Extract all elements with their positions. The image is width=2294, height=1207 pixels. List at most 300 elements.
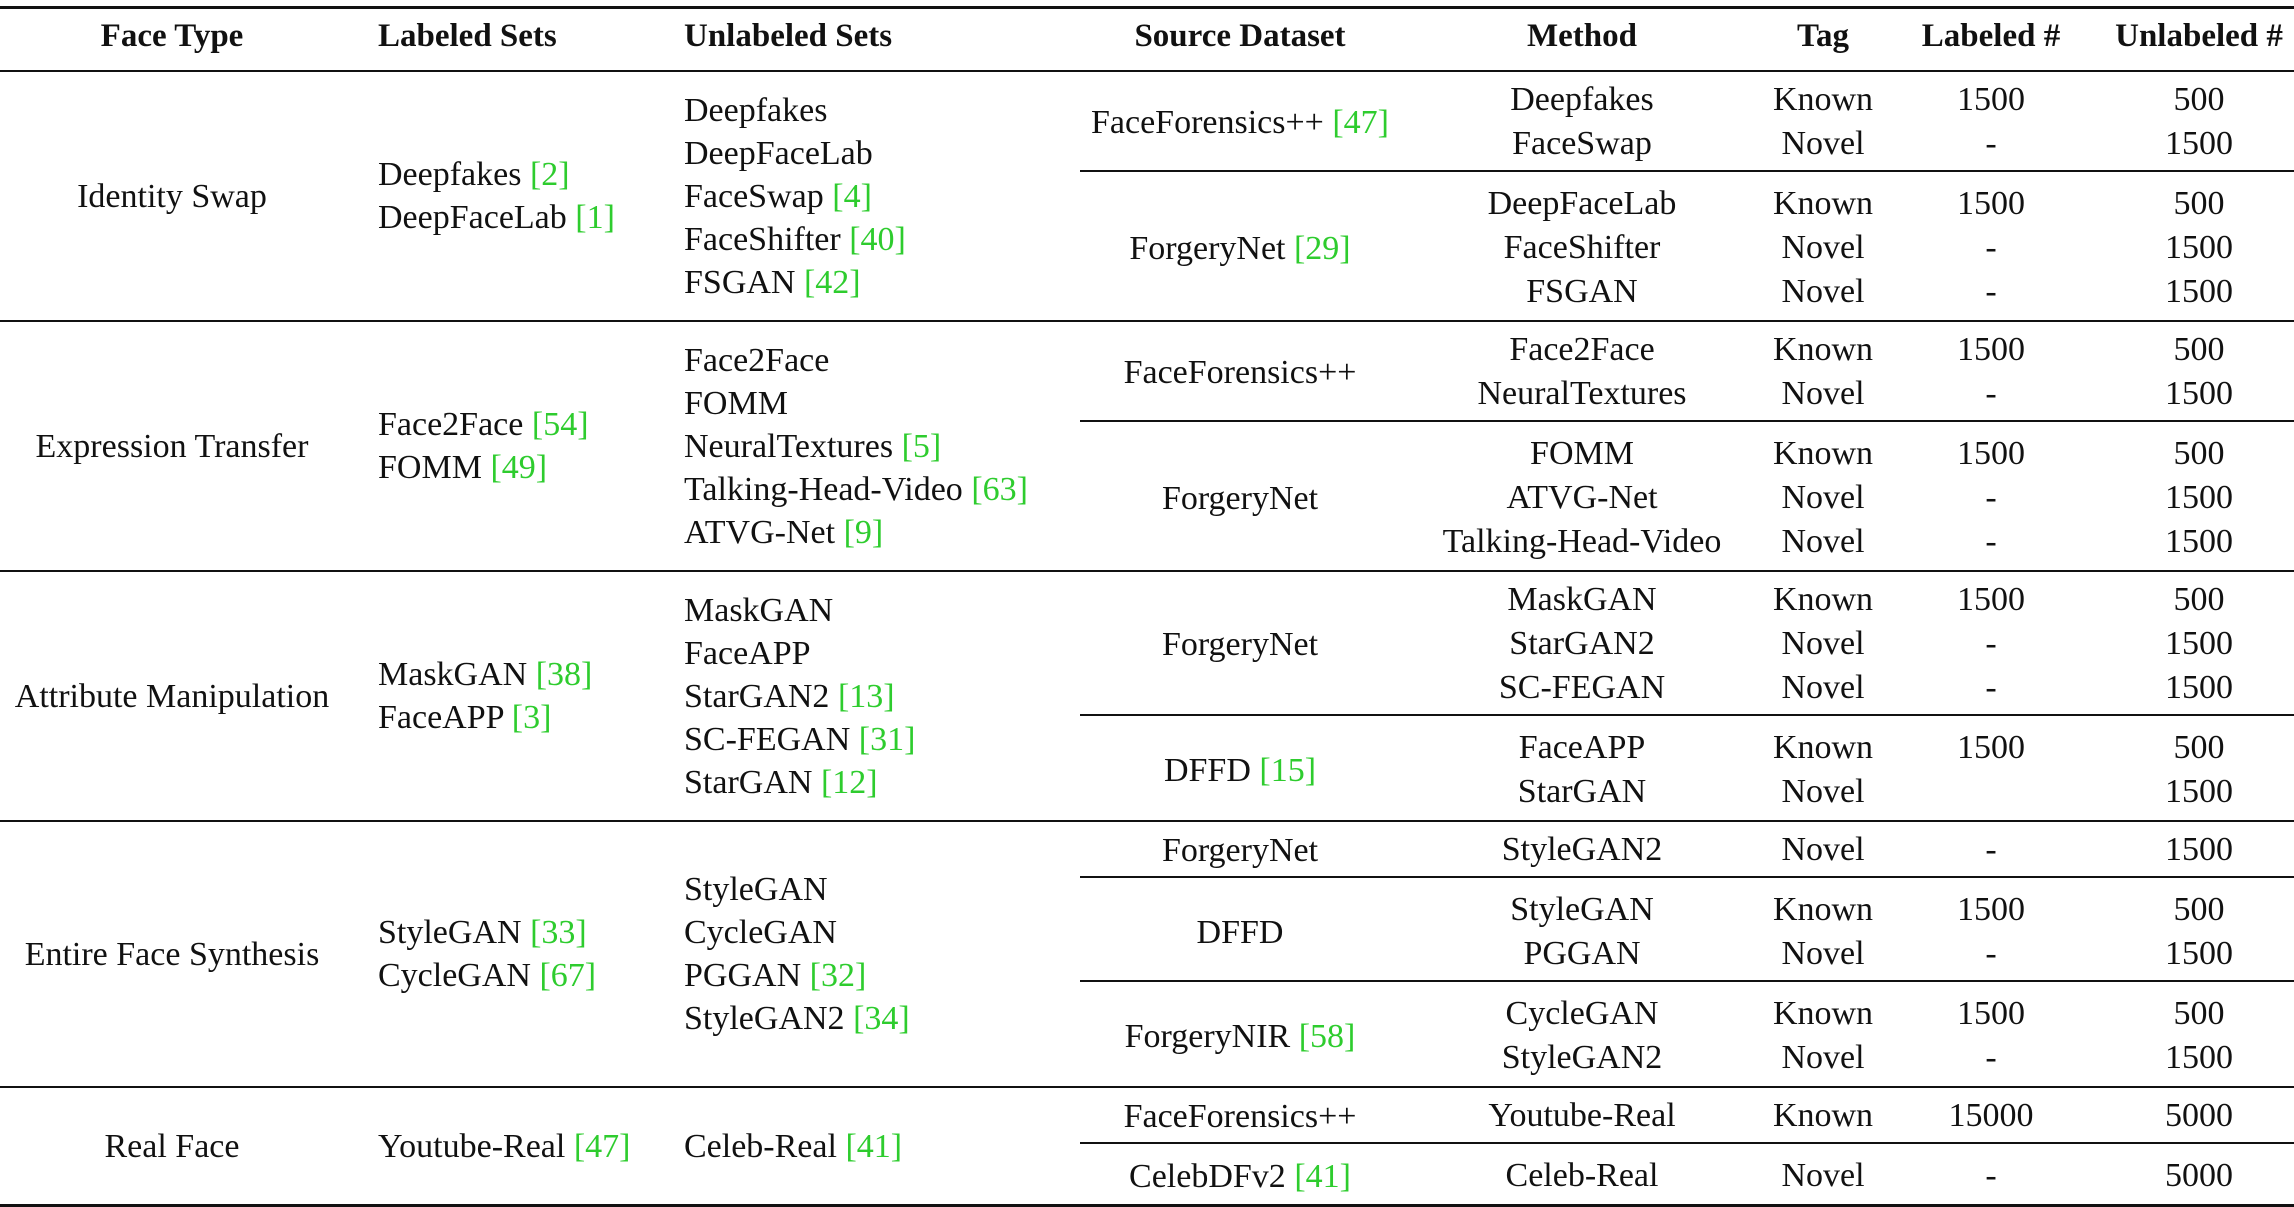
unlabeled-count-cell xyxy=(2165,932,2233,975)
labeled-count-cell-text: - xyxy=(1985,523,1997,560)
unlabeled-set-item xyxy=(684,997,910,1040)
tag-cell-text: Novel xyxy=(1781,625,1865,662)
unlabeled-count-cell-text: 500 xyxy=(2173,81,2225,118)
unlabeled-count-cell xyxy=(2174,432,2225,475)
citation-link[interactable]: [54] xyxy=(523,406,589,443)
source-dataset-cell xyxy=(1091,101,1389,144)
citation-link[interactable]: [67] xyxy=(530,957,597,994)
method-cell-text: FOMM xyxy=(1530,435,1634,472)
method-cell-text: StyleGAN xyxy=(1510,891,1654,928)
unlabeled-set-item-text: SC-FEGAN xyxy=(684,720,851,758)
tag-cell-text: Novel xyxy=(1781,669,1865,706)
source-dataset-cell-text: DFFD xyxy=(1196,913,1284,951)
tag-cell-text: Novel xyxy=(1781,273,1865,310)
unlabeled-set-item xyxy=(684,589,833,632)
source-divider xyxy=(1080,1142,2294,1144)
citation-link[interactable]: [40] xyxy=(840,220,906,258)
unlabeled-count-cell xyxy=(2174,78,2225,121)
source-dataset-cell-text: CelebDFv2 xyxy=(1129,1157,1286,1195)
unlabeled-set-item-text: FSGAN xyxy=(684,263,796,301)
source-dataset-cell xyxy=(1197,911,1284,954)
labeled-set-item-text: StyleGAN xyxy=(378,914,522,951)
method-cell-text: StarGAN xyxy=(1517,773,1647,810)
labeled-count-cell-text: 1500 xyxy=(1957,185,2025,222)
unlabeled-count-cell xyxy=(2174,182,2225,225)
citation-link[interactable]: [47] xyxy=(1323,103,1390,141)
labeled-count-cell xyxy=(1985,622,1996,665)
tag-cell-text: Novel xyxy=(1781,773,1865,810)
source-dataset-cell-text: ForgeryNet xyxy=(1161,831,1319,869)
unlabeled-set-item-text: FaceAPP xyxy=(684,634,811,672)
citation-link[interactable]: [34] xyxy=(844,1000,910,1037)
unlabeled-count-cell xyxy=(2174,328,2225,371)
unlabeled-set-item-text: Face2Face xyxy=(684,341,830,379)
tag-cell-text: Novel xyxy=(1781,375,1865,412)
face-type-cell xyxy=(25,933,320,976)
header-rule xyxy=(0,70,2294,72)
method-cell xyxy=(1510,888,1654,931)
method-cell-text: StyleGAN2 xyxy=(1501,1039,1663,1076)
labeled-set-item xyxy=(378,653,592,696)
method-cell-text: Talking-Head-Video xyxy=(1442,523,1722,560)
unlabeled-count-cell xyxy=(2165,226,2233,269)
labeled-count-cell-text: - xyxy=(1985,479,1997,516)
tag-cell-text: Known xyxy=(1772,581,1874,618)
method-cell-text: Face2Face xyxy=(1509,331,1655,368)
method-cell xyxy=(1530,432,1634,475)
unlabeled-set-item xyxy=(684,511,883,554)
face-type-cell xyxy=(15,675,329,718)
unlabeled-count-cell xyxy=(2174,726,2225,769)
labeled-count-cell xyxy=(1949,1094,2034,1137)
unlabeled-set-item-text: StyleGAN xyxy=(684,871,828,908)
method-cell-text: Youtube-Real xyxy=(1488,1097,1676,1134)
labeled-count-cell xyxy=(1957,726,2025,769)
citation-link[interactable]: [4] xyxy=(823,177,872,215)
tag-cell xyxy=(1773,182,1873,225)
labeled-count-cell-text: 1500 xyxy=(1957,435,2025,472)
method-cell xyxy=(1512,122,1652,165)
header-method: Method xyxy=(1527,18,1637,54)
tag-cell-text: Novel xyxy=(1781,479,1865,516)
tag-cell xyxy=(1781,226,1864,269)
labeled-count-cell xyxy=(1957,78,2025,121)
unlabeled-set-item-text: FOMM xyxy=(684,384,788,422)
unlabeled-count-cell-text: 1500 xyxy=(2165,125,2233,162)
unlabeled-set-item xyxy=(684,954,866,997)
method-cell xyxy=(1510,78,1653,121)
face-type-cell xyxy=(77,175,267,218)
source-divider xyxy=(1080,714,2294,716)
unlabeled-set-item xyxy=(684,675,895,718)
method-cell-text: StarGAN2 xyxy=(1509,625,1655,662)
labeled-count-cell xyxy=(1985,1154,1996,1197)
labeled-set-item xyxy=(378,954,596,997)
unlabeled-set-item xyxy=(684,175,872,218)
source-divider xyxy=(1080,420,2294,422)
citation-link[interactable]: [9] xyxy=(835,513,884,551)
method-cell-text: NeuralTextures xyxy=(1477,375,1687,412)
tag-cell-text: Novel xyxy=(1781,229,1865,266)
labeled-count-cell-text: 1500 xyxy=(1957,995,2025,1032)
unlabeled-set-item-text: PGGAN xyxy=(684,957,802,994)
labeled-set-item xyxy=(378,446,547,489)
source-dataset-cell-text: ForgeryNet xyxy=(1129,229,1286,267)
header-unlabeled-sets: Unlabeled Sets xyxy=(684,18,893,54)
top-rule xyxy=(0,6,2294,9)
citation-link[interactable]: [12] xyxy=(812,763,878,801)
unlabeled-count-cell-text: 500 xyxy=(2173,891,2225,928)
method-cell-text: FaceShifter xyxy=(1503,229,1661,266)
tag-cell xyxy=(1773,726,1873,769)
header-face-type: Face Type xyxy=(100,18,244,54)
labeled-count-cell-text: - xyxy=(1985,1157,1997,1194)
method-cell xyxy=(1518,770,1646,813)
tag-cell-text: Novel xyxy=(1781,1157,1865,1194)
citation-link[interactable]: [41] xyxy=(1285,1157,1351,1195)
labeled-count-cell-text: 1500 xyxy=(1957,891,2025,928)
source-divider xyxy=(1080,980,2294,982)
unlabeled-set-item-text: ATVG-Net xyxy=(684,513,836,551)
unlabeled-set-item xyxy=(684,718,915,761)
citation-link[interactable]: [47] xyxy=(565,1127,631,1165)
unlabeled-count-cell-text: 1500 xyxy=(2165,375,2233,412)
unlabeled-set-item xyxy=(684,261,861,304)
unlabeled-set-item-text: Deepfakes xyxy=(684,91,828,129)
citation-link[interactable]: [13] xyxy=(829,677,895,715)
tag-cell xyxy=(1773,992,1873,1035)
source-dataset-cell-text: ForgeryNet xyxy=(1161,625,1319,663)
method-cell-text: FaceAPP xyxy=(1518,729,1646,766)
labeled-set-item-text: Youtube-Real xyxy=(378,1127,566,1165)
unlabeled-count-cell-text: 1500 xyxy=(2165,1039,2233,1076)
method-cell-text: FSGAN xyxy=(1526,273,1638,310)
unlabeled-count-cell xyxy=(2165,1094,2233,1137)
source-dataset-cell xyxy=(1129,227,1350,270)
citation-link[interactable]: [33] xyxy=(521,914,587,951)
tag-cell xyxy=(1781,476,1864,519)
tag-cell xyxy=(1773,578,1873,621)
method-cell-text: MaskGAN xyxy=(1507,581,1657,618)
method-cell xyxy=(1506,1154,1659,1197)
tag-cell xyxy=(1781,1154,1864,1197)
tag-cell xyxy=(1781,932,1864,975)
source-dataset-cell xyxy=(1162,623,1318,666)
labeled-set-item-text: Deepfakes xyxy=(378,156,522,193)
labeled-count-cell-text: 1500 xyxy=(1957,331,2025,368)
method-cell-text: StyleGAN2 xyxy=(1501,831,1663,868)
method-cell-text: PGGAN xyxy=(1523,935,1641,972)
source-dataset-cell-text: DFFD xyxy=(1163,751,1251,789)
source-dataset-cell-text: ForgeryNet xyxy=(1161,479,1319,517)
labeled-set-item-text: FOMM xyxy=(378,449,482,486)
labeled-count-cell-text: - xyxy=(1985,669,1997,706)
method-cell-text: ATVG-Net xyxy=(1506,479,1658,516)
unlabeled-set-item-text: StarGAN xyxy=(684,763,813,801)
labeled-set-item-text: DeepFaceLab xyxy=(378,199,567,236)
tag-cell xyxy=(1773,432,1873,475)
tag-cell xyxy=(1781,622,1864,665)
citation-link[interactable]: [42] xyxy=(795,263,861,301)
unlabeled-count-cell-text: 1500 xyxy=(2165,479,2233,516)
method-cell xyxy=(1506,476,1657,519)
method-cell xyxy=(1523,932,1640,975)
labeled-count-cell xyxy=(1985,476,1996,519)
labeled-count-cell-text: 1500 xyxy=(1957,581,2025,618)
source-dataset-cell xyxy=(1162,829,1318,872)
tag-cell-text: Novel xyxy=(1781,523,1865,560)
method-cell xyxy=(1519,726,1646,769)
tag-cell xyxy=(1781,270,1864,313)
tag-cell xyxy=(1781,770,1864,813)
unlabeled-count-cell-text: 1500 xyxy=(2165,935,2233,972)
tag-cell-text: Known xyxy=(1772,435,1874,472)
labeled-count-cell-text: 15000 xyxy=(1948,1097,2034,1134)
method-cell xyxy=(1443,520,1722,563)
labeled-set-item xyxy=(378,1125,630,1168)
unlabeled-count-cell-text: 1500 xyxy=(2165,669,2233,706)
source-dataset-cell xyxy=(1129,1155,1351,1198)
face-type-cell-text: Identity Swap xyxy=(77,177,267,215)
unlabeled-count-cell-text: 500 xyxy=(2173,185,2225,222)
unlabeled-count-cell xyxy=(2165,372,2233,415)
group-rule xyxy=(0,820,2294,822)
source-dataset-cell-text: FaceForensics++ xyxy=(1090,103,1324,141)
tag-cell-text: Known xyxy=(1772,331,1874,368)
header-source-dataset: Source Dataset xyxy=(1134,18,1346,54)
method-cell xyxy=(1488,1094,1675,1137)
method-cell xyxy=(1488,182,1677,225)
labeled-count-cell-text: - xyxy=(1985,625,1997,662)
method-cell xyxy=(1477,372,1686,415)
tag-cell-text: Known xyxy=(1772,891,1874,928)
source-dataset-cell xyxy=(1124,351,1357,394)
unlabeled-count-cell xyxy=(2174,578,2225,621)
citation-link[interactable]: [41] xyxy=(836,1127,903,1165)
citation-link[interactable]: [58] xyxy=(1290,1017,1356,1055)
unlabeled-count-cell-text: 1500 xyxy=(2165,625,2233,662)
source-divider xyxy=(1080,876,2294,878)
method-cell xyxy=(1499,666,1665,709)
source-dataset-cell xyxy=(1125,1015,1356,1058)
citation-link[interactable]: [31] xyxy=(850,720,916,758)
method-cell xyxy=(1504,226,1661,269)
unlabeled-set-item-text: FaceSwap xyxy=(684,177,824,215)
header-tag: Tag xyxy=(1797,18,1849,54)
labeled-count-cell-text: 1500 xyxy=(1957,81,2025,118)
citation-link[interactable]: [2] xyxy=(521,156,570,193)
labeled-count-cell xyxy=(1957,992,2025,1035)
method-cell xyxy=(1502,828,1663,871)
face-type-cell xyxy=(105,1125,240,1168)
source-dataset-cell-text: FaceForensics++ xyxy=(1123,1097,1357,1135)
labeled-set-item-text: FaceAPP xyxy=(378,699,504,736)
unlabeled-count-cell xyxy=(2165,1036,2233,1079)
labeled-count-cell xyxy=(1985,520,1996,563)
tag-cell xyxy=(1773,78,1873,121)
labeled-count-cell xyxy=(1985,226,1996,269)
method-cell-text: FaceSwap xyxy=(1512,125,1652,162)
labeled-set-item xyxy=(378,153,570,196)
unlabeled-set-item-text: Talking-Head-Video xyxy=(684,470,963,508)
citation-link[interactable]: [32] xyxy=(801,957,867,994)
source-dataset-cell xyxy=(1162,477,1318,520)
labeled-count-cell xyxy=(1985,122,1996,165)
tag-cell-text: Novel xyxy=(1781,125,1865,162)
labeled-count-cell xyxy=(1985,666,1996,709)
labeled-count-cell-text: - xyxy=(1985,229,1997,266)
labeled-count-cell xyxy=(1985,828,1996,871)
unlabeled-count-cell xyxy=(2165,1154,2233,1197)
labeled-set-item xyxy=(378,696,551,739)
tag-cell-text: Known xyxy=(1772,81,1874,118)
tag-cell xyxy=(1781,828,1864,871)
unlabeled-set-item xyxy=(684,218,906,261)
face-type-cell xyxy=(36,425,309,468)
unlabeled-count-cell xyxy=(2165,666,2233,709)
unlabeled-set-item xyxy=(684,132,873,175)
unlabeled-count-cell xyxy=(2165,622,2233,665)
labeled-count-cell-text: - xyxy=(1985,935,1997,972)
labeled-set-item xyxy=(378,911,587,954)
source-divider xyxy=(1080,170,2294,172)
unlabeled-count-cell-text: 500 xyxy=(2173,729,2225,766)
method-cell-text: CycleGAN xyxy=(1505,995,1659,1032)
citation-link[interactable]: [63] xyxy=(962,470,1028,508)
tag-cell-text: Novel xyxy=(1781,935,1865,972)
unlabeled-set-item-text: DeepFaceLab xyxy=(684,134,873,172)
tag-cell xyxy=(1781,520,1864,563)
labeled-count-cell-text: - xyxy=(1985,125,1997,162)
citation-link[interactable]: [29] xyxy=(1285,229,1351,267)
tag-cell-text: Known xyxy=(1772,185,1874,222)
source-dataset-cell xyxy=(1164,749,1316,792)
method-cell xyxy=(1507,578,1656,621)
labeled-count-cell xyxy=(1985,1036,1996,1079)
group-rule xyxy=(0,570,2294,572)
citation-link[interactable]: [15] xyxy=(1250,751,1317,789)
unlabeled-count-cell xyxy=(2165,828,2233,871)
unlabeled-count-cell-text: 500 xyxy=(2173,581,2225,618)
tag-cell xyxy=(1781,1036,1864,1079)
header-labeled-count: Labeled # xyxy=(1921,18,2061,54)
header-labeled-sets: Labeled Sets xyxy=(378,18,557,54)
unlabeled-set-item xyxy=(684,89,827,132)
header-unlabeled-count: Unlabeled # xyxy=(2115,18,2283,54)
labeled-set-item-text: MaskGAN xyxy=(378,656,528,693)
method-cell-text: Deepfakes xyxy=(1510,81,1654,118)
tag-cell-text: Novel xyxy=(1781,831,1865,868)
labeled-count-cell xyxy=(1985,372,1996,415)
labeled-count-cell xyxy=(1985,932,1996,975)
tag-cell xyxy=(1781,666,1864,709)
tag-cell xyxy=(1773,328,1873,371)
unlabeled-set-item-text: FaceShifter xyxy=(684,220,841,258)
tag-cell xyxy=(1781,372,1864,415)
group-rule xyxy=(0,1086,2294,1088)
tag-cell-text: Known xyxy=(1772,1097,1874,1134)
unlabeled-count-cell-text: 1500 xyxy=(2165,773,2233,810)
unlabeled-set-item xyxy=(684,468,1028,511)
face-type-cell-text: Entire Face Synthesis xyxy=(24,935,320,973)
method-cell-text: DeepFaceLab xyxy=(1487,185,1677,222)
tag-cell-text: Known xyxy=(1772,995,1874,1032)
unlabeled-count-cell-text: 1500 xyxy=(2165,273,2233,310)
labeled-set-item-text: Face2Face xyxy=(378,406,524,443)
unlabeled-set-item-text: Celeb-Real xyxy=(684,1127,837,1165)
unlabeled-count-cell xyxy=(2165,520,2233,563)
citation-link[interactable]: [38] xyxy=(527,656,593,693)
unlabeled-count-cell-text: 500 xyxy=(2173,331,2225,368)
labeled-count-cell-text: - xyxy=(1985,831,1997,868)
citation-link[interactable]: [1] xyxy=(566,199,615,236)
tag-cell-text: Known xyxy=(1772,729,1874,766)
unlabeled-set-item-text: NeuralTextures xyxy=(684,427,894,465)
unlabeled-count-cell xyxy=(2174,888,2225,931)
method-cell xyxy=(1509,622,1654,665)
unlabeled-set-item-text: MaskGAN xyxy=(684,591,834,629)
method-cell-text: Celeb-Real xyxy=(1505,1157,1659,1194)
unlabeled-count-cell-text: 1500 xyxy=(2165,523,2233,560)
unlabeled-set-item xyxy=(684,425,941,468)
tag-cell xyxy=(1773,1094,1873,1137)
source-dataset-cell xyxy=(1124,1095,1357,1138)
labeled-count-cell xyxy=(1957,578,2025,621)
labeled-count-cell-text: - xyxy=(1985,375,1997,412)
unlabeled-set-item xyxy=(684,632,811,675)
unlabeled-set-item xyxy=(684,382,788,425)
unlabeled-set-item xyxy=(684,1125,902,1168)
labeled-count-cell xyxy=(1957,182,2025,225)
labeled-count-cell-text: 1500 xyxy=(1957,729,2025,766)
unlabeled-set-item xyxy=(684,761,878,804)
labeled-count-cell-text: - xyxy=(1985,1039,1997,1076)
unlabeled-set-item-text: StyleGAN2 xyxy=(684,1000,845,1037)
method-cell xyxy=(1506,992,1659,1035)
source-dataset-cell-text: ForgeryNIR xyxy=(1124,1017,1291,1055)
unlabeled-count-cell-text: 1500 xyxy=(2165,229,2233,266)
labeled-count-cell xyxy=(1957,888,2025,931)
labeled-count-cell-text: - xyxy=(1985,273,1997,310)
unlabeled-count-cell-text: 500 xyxy=(2173,995,2225,1032)
labeled-set-item-text: CycleGAN xyxy=(378,957,531,994)
group-rule xyxy=(0,320,2294,322)
unlabeled-count-cell xyxy=(2165,122,2233,165)
method-cell-text: SC-FEGAN xyxy=(1498,669,1666,706)
unlabeled-set-item xyxy=(684,868,828,911)
source-dataset-cell-text: FaceForensics++ xyxy=(1123,353,1357,391)
tag-cell xyxy=(1781,122,1864,165)
labeled-count-cell xyxy=(1985,270,1996,313)
unlabeled-count-cell-text: 5000 xyxy=(2165,1097,2233,1134)
unlabeled-set-item-text: StarGAN2 xyxy=(684,677,830,715)
citation-link[interactable]: [49] xyxy=(481,449,548,486)
unlabeled-count-cell xyxy=(2165,270,2233,313)
unlabeled-count-cell-text: 5000 xyxy=(2165,1157,2233,1194)
unlabeled-count-cell-text: 500 xyxy=(2173,435,2225,472)
citation-link[interactable]: [3] xyxy=(503,699,552,736)
face-type-cell-text: Attribute Manipulation xyxy=(14,677,330,715)
unlabeled-count-cell-text: 1500 xyxy=(2165,831,2233,868)
face-type-cell-text: Expression Transfer xyxy=(35,427,309,465)
unlabeled-set-item-text: CycleGAN xyxy=(684,914,837,951)
method-cell xyxy=(1509,328,1654,371)
unlabeled-count-cell xyxy=(2165,476,2233,519)
tag-cell-text: Novel xyxy=(1781,1039,1865,1076)
unlabeled-set-item xyxy=(684,911,837,954)
citation-link[interactable]: [5] xyxy=(893,427,942,465)
labeled-set-item xyxy=(378,403,589,446)
